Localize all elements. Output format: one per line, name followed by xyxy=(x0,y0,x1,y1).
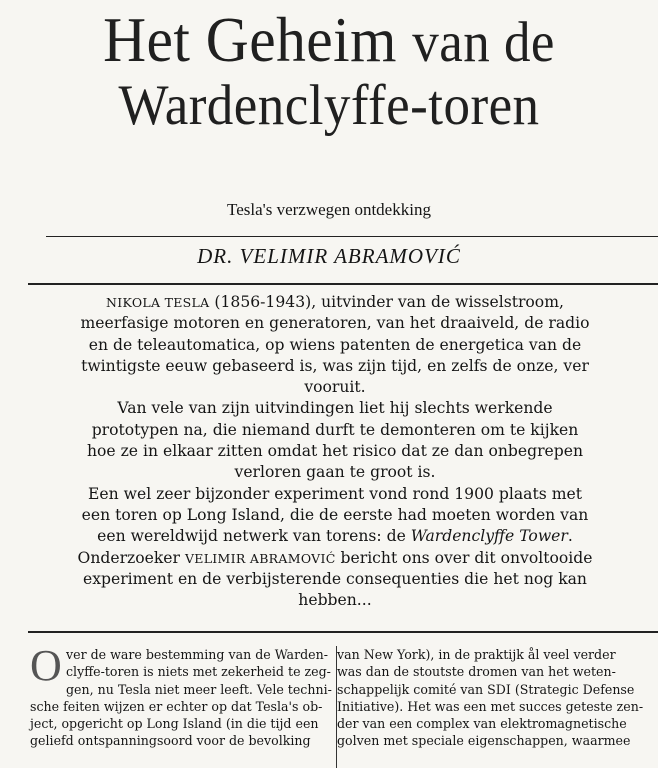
title-word-geheim: Geheim xyxy=(205,4,413,75)
intro-text: een wereldwijd netwerk van torens: de xyxy=(97,527,411,546)
body-line: gen, nu Tesla niet meer leeft. Vele techni- xyxy=(66,681,332,697)
intro-name-tesla: NIKOLA TESLA xyxy=(106,295,210,310)
intro-name-author: VELIMIR ABRAMOVIĆ xyxy=(184,550,336,566)
intro-line: meerfasige motoren en generatoren, van het draaiveld, de radio xyxy=(80,314,590,333)
body-line: schappelijk comité van SDI (Strategic Defense xyxy=(337,681,635,697)
title-words-van-de: van de xyxy=(412,11,555,74)
intro-line xyxy=(38,292,632,313)
divider-top xyxy=(46,236,658,237)
intro-text: . xyxy=(567,527,573,546)
drop-cap: O xyxy=(30,641,62,690)
intro-line: Van vele van zijn uitvindingen liet hij slechts werkende xyxy=(117,399,553,418)
article-title-line-2: Wardenclyffe-toren xyxy=(118,74,540,137)
intro-text: (1856-1943), uitvinder van de wisselstroom, xyxy=(209,293,564,311)
intro-tower-name: Wardenclyffe Tower xyxy=(410,527,568,546)
intro-line: verloren gaan te groot is. xyxy=(234,463,436,482)
article-subtitle: Tesla's verzwegen ontdekking xyxy=(227,200,431,219)
article-author: DR. VELIMIR ABRAMOVIĆ xyxy=(197,244,461,268)
body-column-right xyxy=(336,646,658,768)
intro-text: Onderzoeker xyxy=(77,548,185,567)
body-line: ver de ware bestemming van de Warden- xyxy=(66,647,328,662)
intro-line: experiment en de verbijsterende consequenties die het nog kan xyxy=(83,569,587,588)
intro-line: en de teleautomatica, op wiens patenten de energetica van de xyxy=(88,335,582,354)
body-line: Initiative). Het was een met succes geteste zen- xyxy=(337,698,644,714)
body-line: der van een complex van elektromagnetische xyxy=(337,716,627,732)
intro-line xyxy=(38,526,632,547)
intro-line: twintigste eeuw gebaseerd is, was zijn tijd, en zelfs de onze, ver xyxy=(81,356,589,375)
body-line: ject, opgericht op Long Island (in die tijd een xyxy=(30,716,319,732)
intro-line xyxy=(38,548,632,569)
body-line: van New York), in de praktijk ål veel verder xyxy=(337,647,616,662)
body-column-left xyxy=(30,641,332,750)
divider-intro xyxy=(28,631,658,633)
intro-line: hebben... xyxy=(298,591,372,610)
intro-line: hoe ze in elkaar zitten omdat het risico dat ze dan onbegrepen xyxy=(86,442,584,461)
intro-line: vooruit. xyxy=(304,378,366,397)
body-line: was dan de stoutste dromen van het weten- xyxy=(337,664,616,680)
intro-line: een toren op Long Island, die de eerste had moeten worden van xyxy=(81,505,589,524)
intro-line: prototypen na, die niemand durft te demonteren om te kijken xyxy=(91,420,579,439)
body-line: clyffe-toren is niets met zekerheid te zeg- xyxy=(66,664,331,680)
body-line: sche feiten wijzen er echter op dat Tesla's ob- xyxy=(30,698,323,714)
intro-line: Een wel zeer bijzonder experiment vond rond 1900 plaats met xyxy=(88,484,582,503)
body-line: golven met speciale eigenschappen, waarmee xyxy=(337,733,631,749)
body-line: geliefd ontspanningsoord voor de bevolking xyxy=(30,733,311,749)
article-title-line-1 xyxy=(23,4,635,75)
intro-paragraph xyxy=(38,292,632,611)
divider-author xyxy=(28,283,658,285)
title-word-het: Het xyxy=(103,4,206,75)
intro-text: bericht ons over dit onvoltooide xyxy=(335,548,593,567)
